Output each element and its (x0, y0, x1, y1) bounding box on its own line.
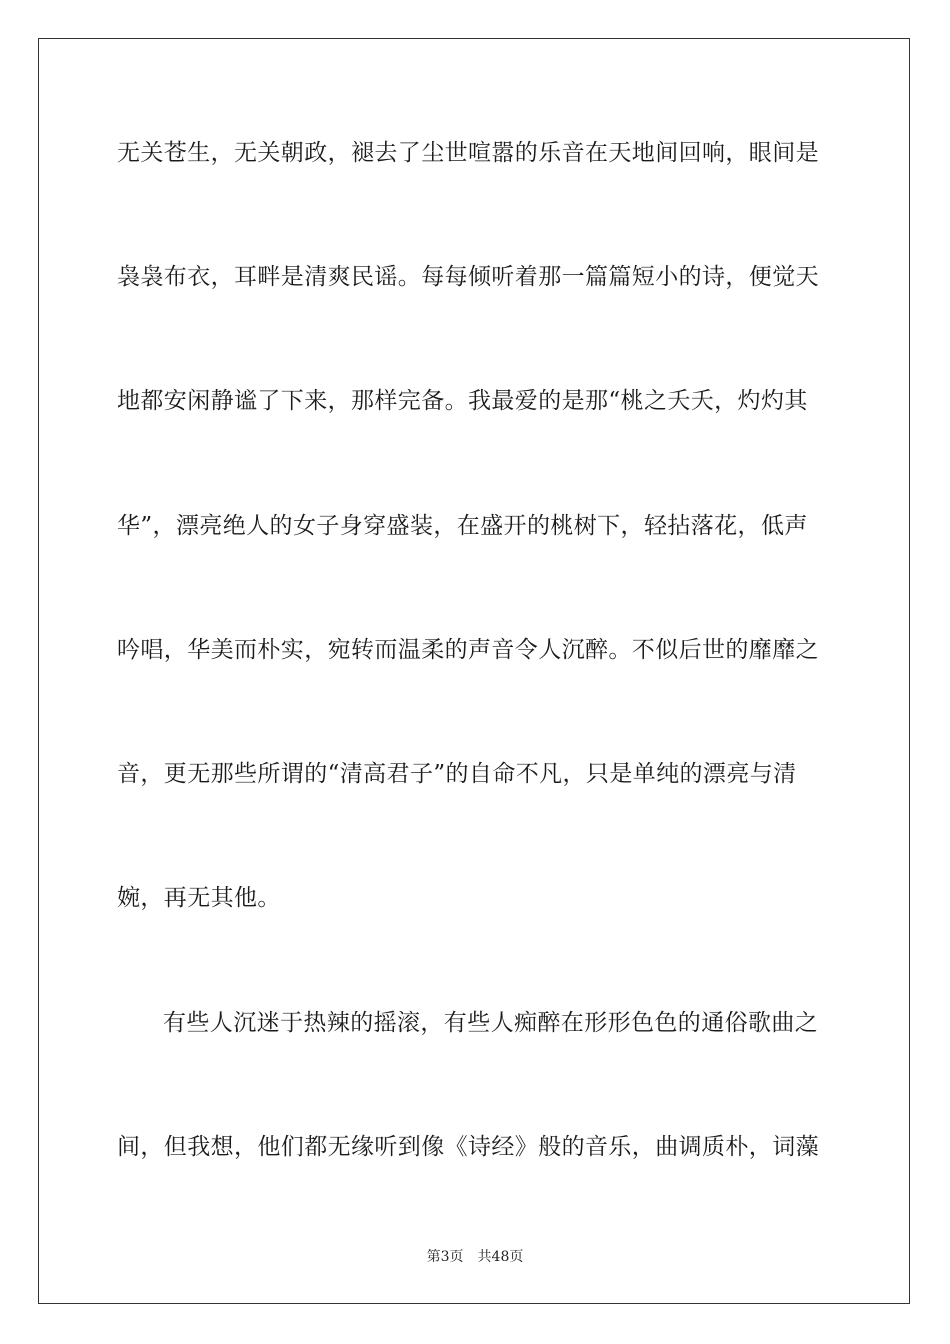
total-pages: 共48页 (477, 1249, 524, 1265)
text-line: 华”，漂亮绝人的女子身穿盛装，在盛开的桃树下，轻拈落花，低声 (117, 513, 808, 539)
text-line: 婉，再无其他。 (117, 885, 281, 911)
page-footer (0, 1248, 950, 1266)
text-line: 音，更无那些所谓的“清高君子”的自命不凡，只是单纯的漂亮与清 (117, 761, 797, 787)
text-line: 间，但我想，他们都无缘听到像《诗经》般的音乐，曲调质朴，词藻 (117, 1134, 819, 1160)
text-line: 地都安闲静谧了下来，那样完备。我最爱的是那“桃之夭夭，灼灼其 (117, 388, 808, 414)
page-number: 第3页 (426, 1249, 464, 1265)
text-line: 吟唱，华美而朴实，宛转而温柔的声音令人沉醉。不似后世的靡靡之 (117, 637, 819, 663)
text-line: 无关苍生，无关朝政，褪去了尘世喧嚣的乐音在天地间回响，眼间是 (117, 140, 819, 166)
text-line: 袅袅布衣，耳畔是清爽民谣。每每倾听着那一篇篇短小的诗，便觉天 (117, 264, 819, 290)
page-border (38, 38, 910, 1304)
paragraph-first-line: 有些人沉迷于热辣的摇滚，有些人痴醉在形形色色的通俗歌曲之 (163, 1010, 819, 1036)
